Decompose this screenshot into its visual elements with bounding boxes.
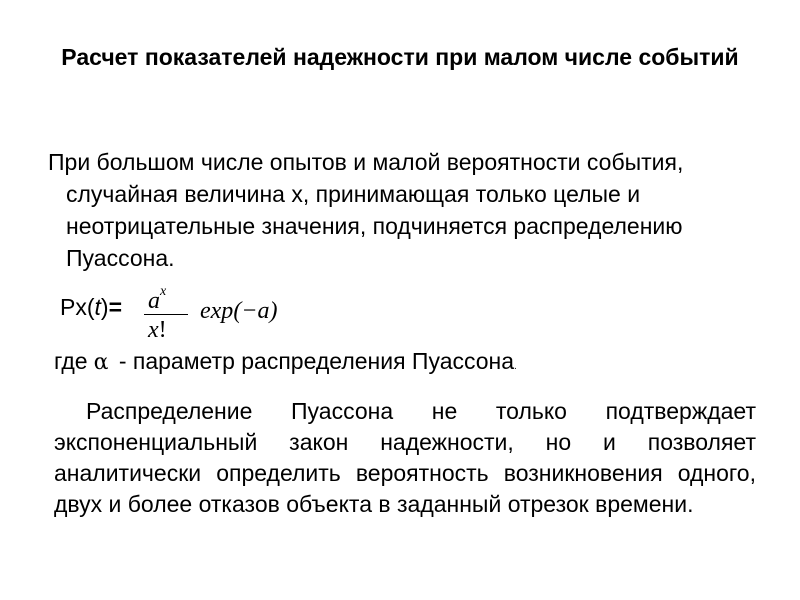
body-paragraph: Распределение Пуассона не только подтверждает экспоненциальный закон надежности, но и позволяет аналитически определить вероятность возникновения одного, двух и более отказов объекта в заданный отрезок времени. bbox=[54, 398, 756, 517]
numerator-base: a bbox=[148, 288, 160, 314]
formula-close-paren: ) bbox=[100, 294, 109, 320]
slide-title: Расчет показателей надежности при малом числе событий bbox=[61, 44, 739, 70]
formula-lhs bbox=[60, 292, 122, 322]
formula-numerator bbox=[148, 282, 166, 315]
where-dot: . bbox=[514, 361, 517, 372]
formula-t: t bbox=[94, 294, 101, 320]
alpha-symbol: α bbox=[93, 350, 109, 375]
intro-paragraph: При большом числе опытов и малой вероятности события, случайная величина x, принимающая только целые и неотрицательные значения, подчиняется распределению Пуассона. bbox=[48, 149, 684, 271]
formula-equals: = bbox=[108, 294, 123, 320]
where-prefix: где bbox=[54, 348, 88, 374]
formula-open-paren: ( bbox=[86, 294, 95, 320]
formula-exp bbox=[200, 296, 278, 326]
denominator-var: x bbox=[148, 317, 159, 343]
formula-p: P bbox=[60, 294, 76, 320]
exp-arg: (−a) bbox=[233, 298, 278, 324]
poisson-formula bbox=[60, 282, 360, 352]
formula-denominator bbox=[148, 316, 167, 344]
numerator-exponent: x bbox=[160, 284, 167, 299]
where-text: - параметр распределения Пуассона bbox=[112, 348, 515, 374]
denominator-factorial: ! bbox=[158, 317, 167, 343]
where-line bbox=[54, 346, 517, 382]
exp-func: exp bbox=[200, 298, 234, 324]
formula-x: x bbox=[75, 294, 87, 320]
formula-fraction bbox=[144, 282, 194, 352]
fraction-bar bbox=[144, 314, 188, 315]
